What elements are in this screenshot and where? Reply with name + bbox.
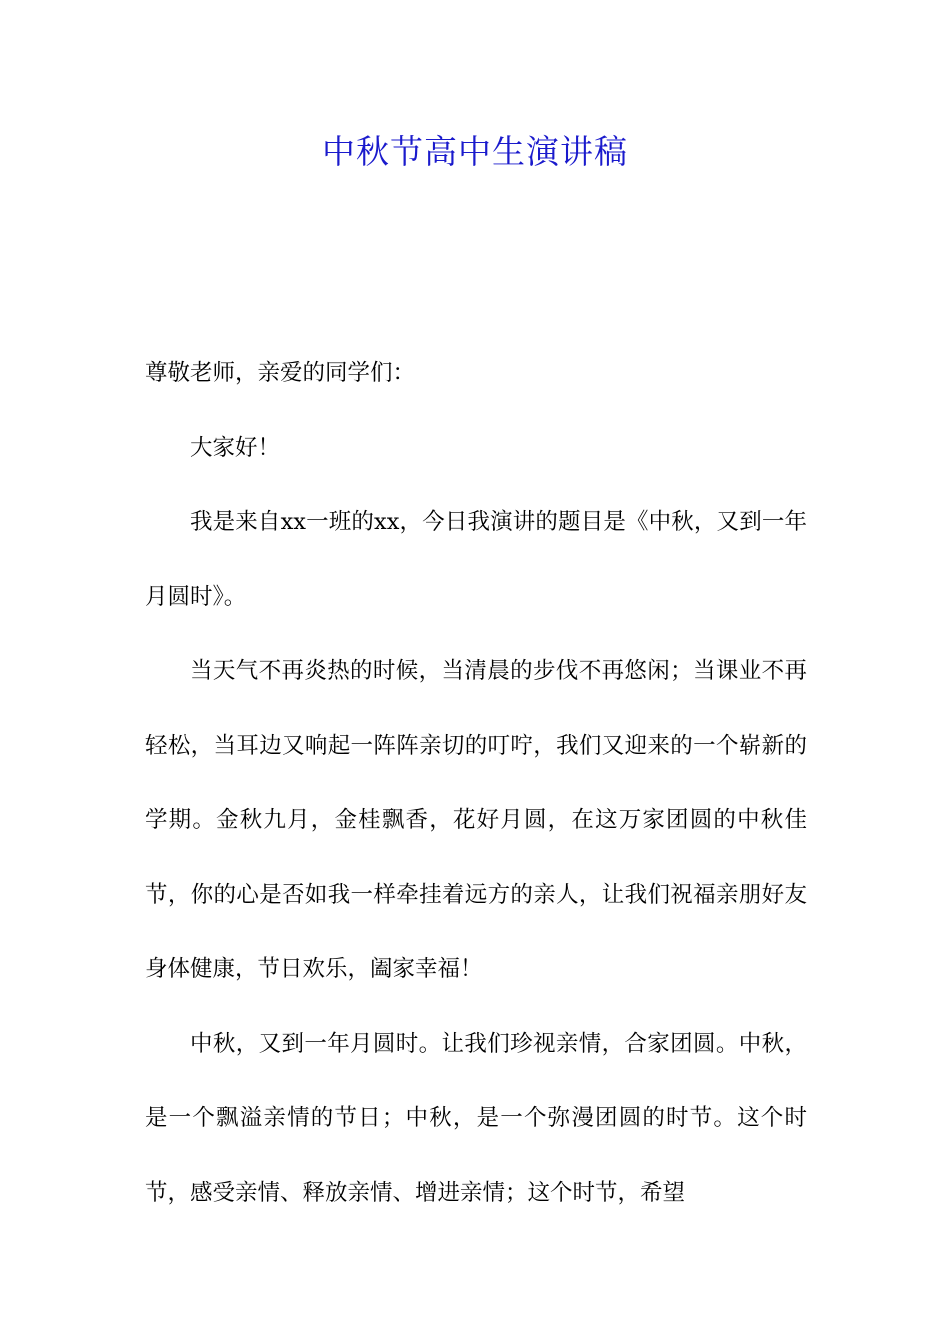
paragraph-new-semester: 当天气不再炎热的时候，当清晨的步伐不再悠闲；当课业不再轻松，当耳边又响起一阵阵亲切的叮咛，我们又迎来的一个崭新的学期。金秋九月，金桂飘香，花好月圆，在这万家团圆的中秋佳节，你的心是否如我一样牵挂着远方的亲人，让我们祝福亲朋好友身体健康，节日欢乐，阖家幸福！ — [145, 658, 807, 982]
paragraph-greeting: 大家好！ — [190, 434, 281, 461]
document-body — [145, 336, 807, 1230]
document-title: 中秋节高中生演讲稿 — [322, 132, 628, 171]
paragraph-family-reunion: 中秋，又到一年月圆时。让我们珍视亲情，合家团圆。中秋，是一个飘溢亲情的节日；中秋，是一个弥漫团圆的时节。这个时节，感受亲情、释放亲情、增进亲情；这个时节，希望 — [145, 1030, 807, 1206]
paragraph-introduction: 我是来自xx一班的xx，今日我演讲的题目是《中秋，又到一年月圆时》。 — [145, 509, 807, 610]
salutation: 尊敬老师，亲爱的同学们： — [145, 360, 416, 386]
